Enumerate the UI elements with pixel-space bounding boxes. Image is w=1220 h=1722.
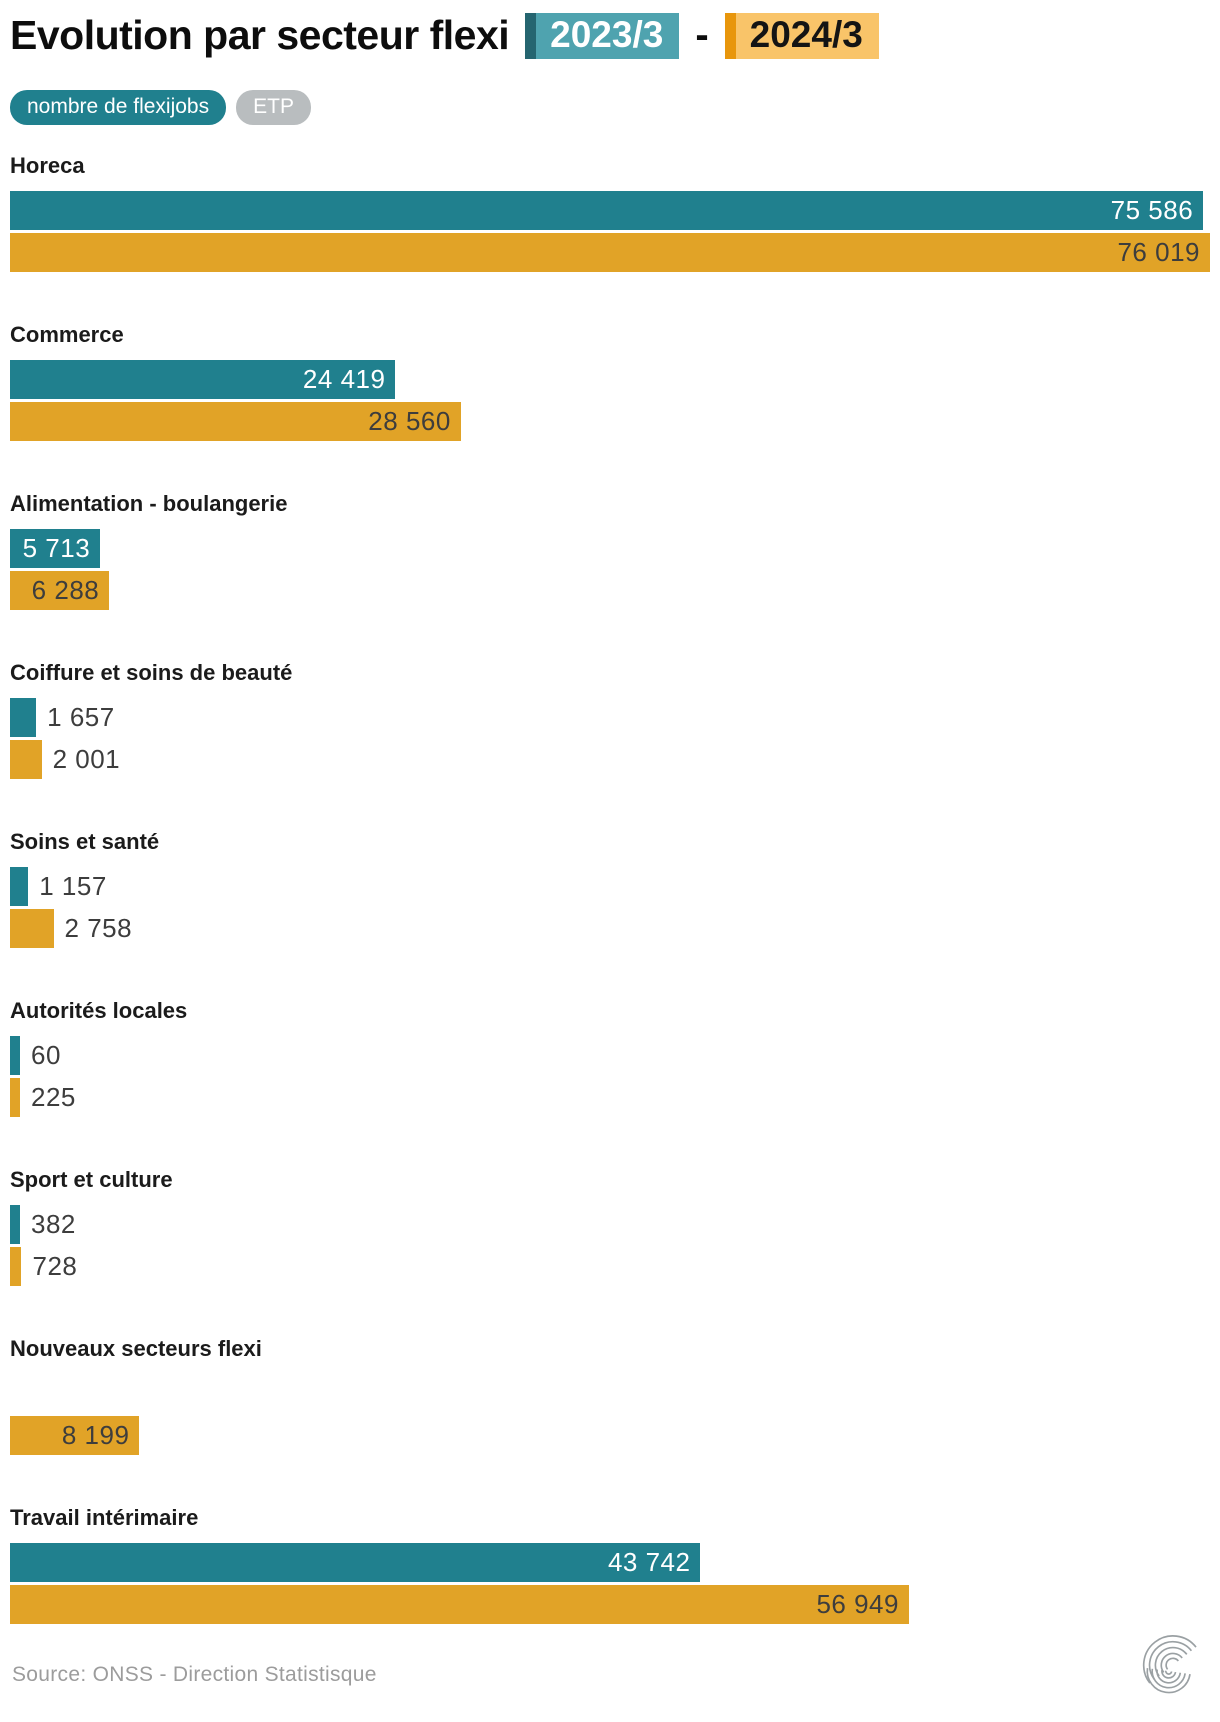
- bar-2024: [10, 1078, 20, 1117]
- bar-2023-value: 5 713: [22, 533, 91, 564]
- bar-2023-row: [10, 1036, 1210, 1075]
- bar-2024-row: [10, 1585, 1210, 1624]
- bar-2023-value: 60: [31, 1040, 61, 1071]
- bar-2023-value: 24 419: [302, 364, 386, 395]
- bar-2024-row: [10, 402, 1210, 441]
- period-badge-2023: 2023/3: [525, 13, 679, 59]
- bar-2024-row: [10, 740, 1210, 779]
- sector-label: Commerce: [10, 322, 124, 348]
- bar-2023-value: 75 586: [1110, 195, 1194, 226]
- sector-section: [10, 322, 1210, 441]
- bar-2024-value: 225: [31, 1082, 76, 1113]
- sector-bar-chart: [10, 153, 1210, 1624]
- bar-2024: [10, 1585, 909, 1624]
- bar-2024-value: 6 288: [31, 575, 100, 606]
- bar-2024-row: [10, 1078, 1210, 1117]
- bar-2023-value: 1 657: [47, 702, 115, 733]
- bar-2024-value: 728: [32, 1251, 78, 1282]
- bar-2024-row: [10, 571, 1210, 610]
- metric-toggle-group: [10, 90, 1210, 125]
- bar-2023-row: [10, 360, 1210, 399]
- onss-logo-icon: [1132, 1626, 1210, 1716]
- title-text: Evolution par secteur flexi: [10, 12, 510, 58]
- sector-section: [10, 491, 1210, 610]
- bar-2024-value: 28 560: [368, 406, 451, 437]
- sector-section: [10, 660, 1210, 779]
- bar-2023-value: 1 157: [39, 871, 107, 902]
- bar-2023: [10, 360, 395, 399]
- sector-label: Alimentation - boulangerie: [10, 491, 288, 517]
- period-badge-2024: 2024/3: [725, 13, 879, 59]
- sector-label: Autorités locales: [10, 998, 188, 1024]
- bar-2024-value: 56 949: [816, 1589, 899, 1620]
- bar-2024-value: 2 758: [64, 913, 133, 944]
- bar-2023-row: [10, 529, 1210, 568]
- bar-2024: [10, 402, 461, 441]
- bar-2024: [10, 1416, 139, 1455]
- bar-2023: [10, 1205, 20, 1244]
- toggle-nombre-de-flexijobs[interactable]: nombre de flexijobs: [10, 90, 226, 125]
- sector-section: [10, 1336, 1210, 1455]
- sector-label: Nouveaux secteurs flexi: [10, 1336, 262, 1362]
- bar-2023-row: [10, 1374, 1210, 1413]
- sector-section: [10, 153, 1210, 272]
- bar-2024-row: [10, 909, 1210, 948]
- bar-2023: [10, 1036, 20, 1075]
- bar-2023: [10, 698, 36, 737]
- sector-section: [10, 1505, 1210, 1624]
- bar-2023-row: [10, 191, 1210, 230]
- sector-label: Travail intérimaire: [10, 1505, 199, 1531]
- sector-label: Soins et santé: [10, 829, 160, 855]
- bar-2023: [10, 1543, 700, 1582]
- sector-label: Horeca: [10, 153, 85, 179]
- sector-label: Coiffure et soins de beauté: [10, 660, 293, 686]
- bar-2024: [10, 1247, 21, 1286]
- bar-2024: [10, 571, 109, 610]
- bar-2024: [10, 740, 42, 779]
- bar-2024-value: 76 019: [1117, 237, 1200, 268]
- bar-2024-value: 2 001: [52, 744, 121, 775]
- bar-2024-row: [10, 233, 1210, 272]
- bar-2023-row: [10, 1543, 1210, 1582]
- bar-2023-row: [10, 867, 1210, 906]
- bar-2023: [10, 867, 28, 906]
- sector-section: [10, 829, 1210, 948]
- source-caption: Source: ONSS - Direction Statistisque: [12, 1663, 377, 1686]
- sector-label: Sport et culture: [10, 1167, 173, 1193]
- bar-2023: [10, 529, 100, 568]
- bar-2023: [10, 191, 1203, 230]
- bar-2024-row: [10, 1247, 1210, 1286]
- bar-2023-value: 382: [31, 1209, 76, 1240]
- title-separator: -: [695, 13, 709, 57]
- toggle-etp[interactable]: ETP: [236, 90, 311, 125]
- bar-2023-row: [10, 698, 1210, 737]
- sector-section: [10, 998, 1210, 1117]
- bar-2024: [10, 909, 54, 948]
- sector-section: [10, 1167, 1210, 1286]
- bar-2024-value: 8 199: [61, 1420, 130, 1451]
- page-title: [10, 12, 1210, 59]
- bar-2023-row: [10, 1205, 1210, 1244]
- bar-2024-row: [10, 1416, 1210, 1455]
- bar-2024: [10, 233, 1210, 272]
- bar-2023-value: 43 742: [607, 1547, 691, 1578]
